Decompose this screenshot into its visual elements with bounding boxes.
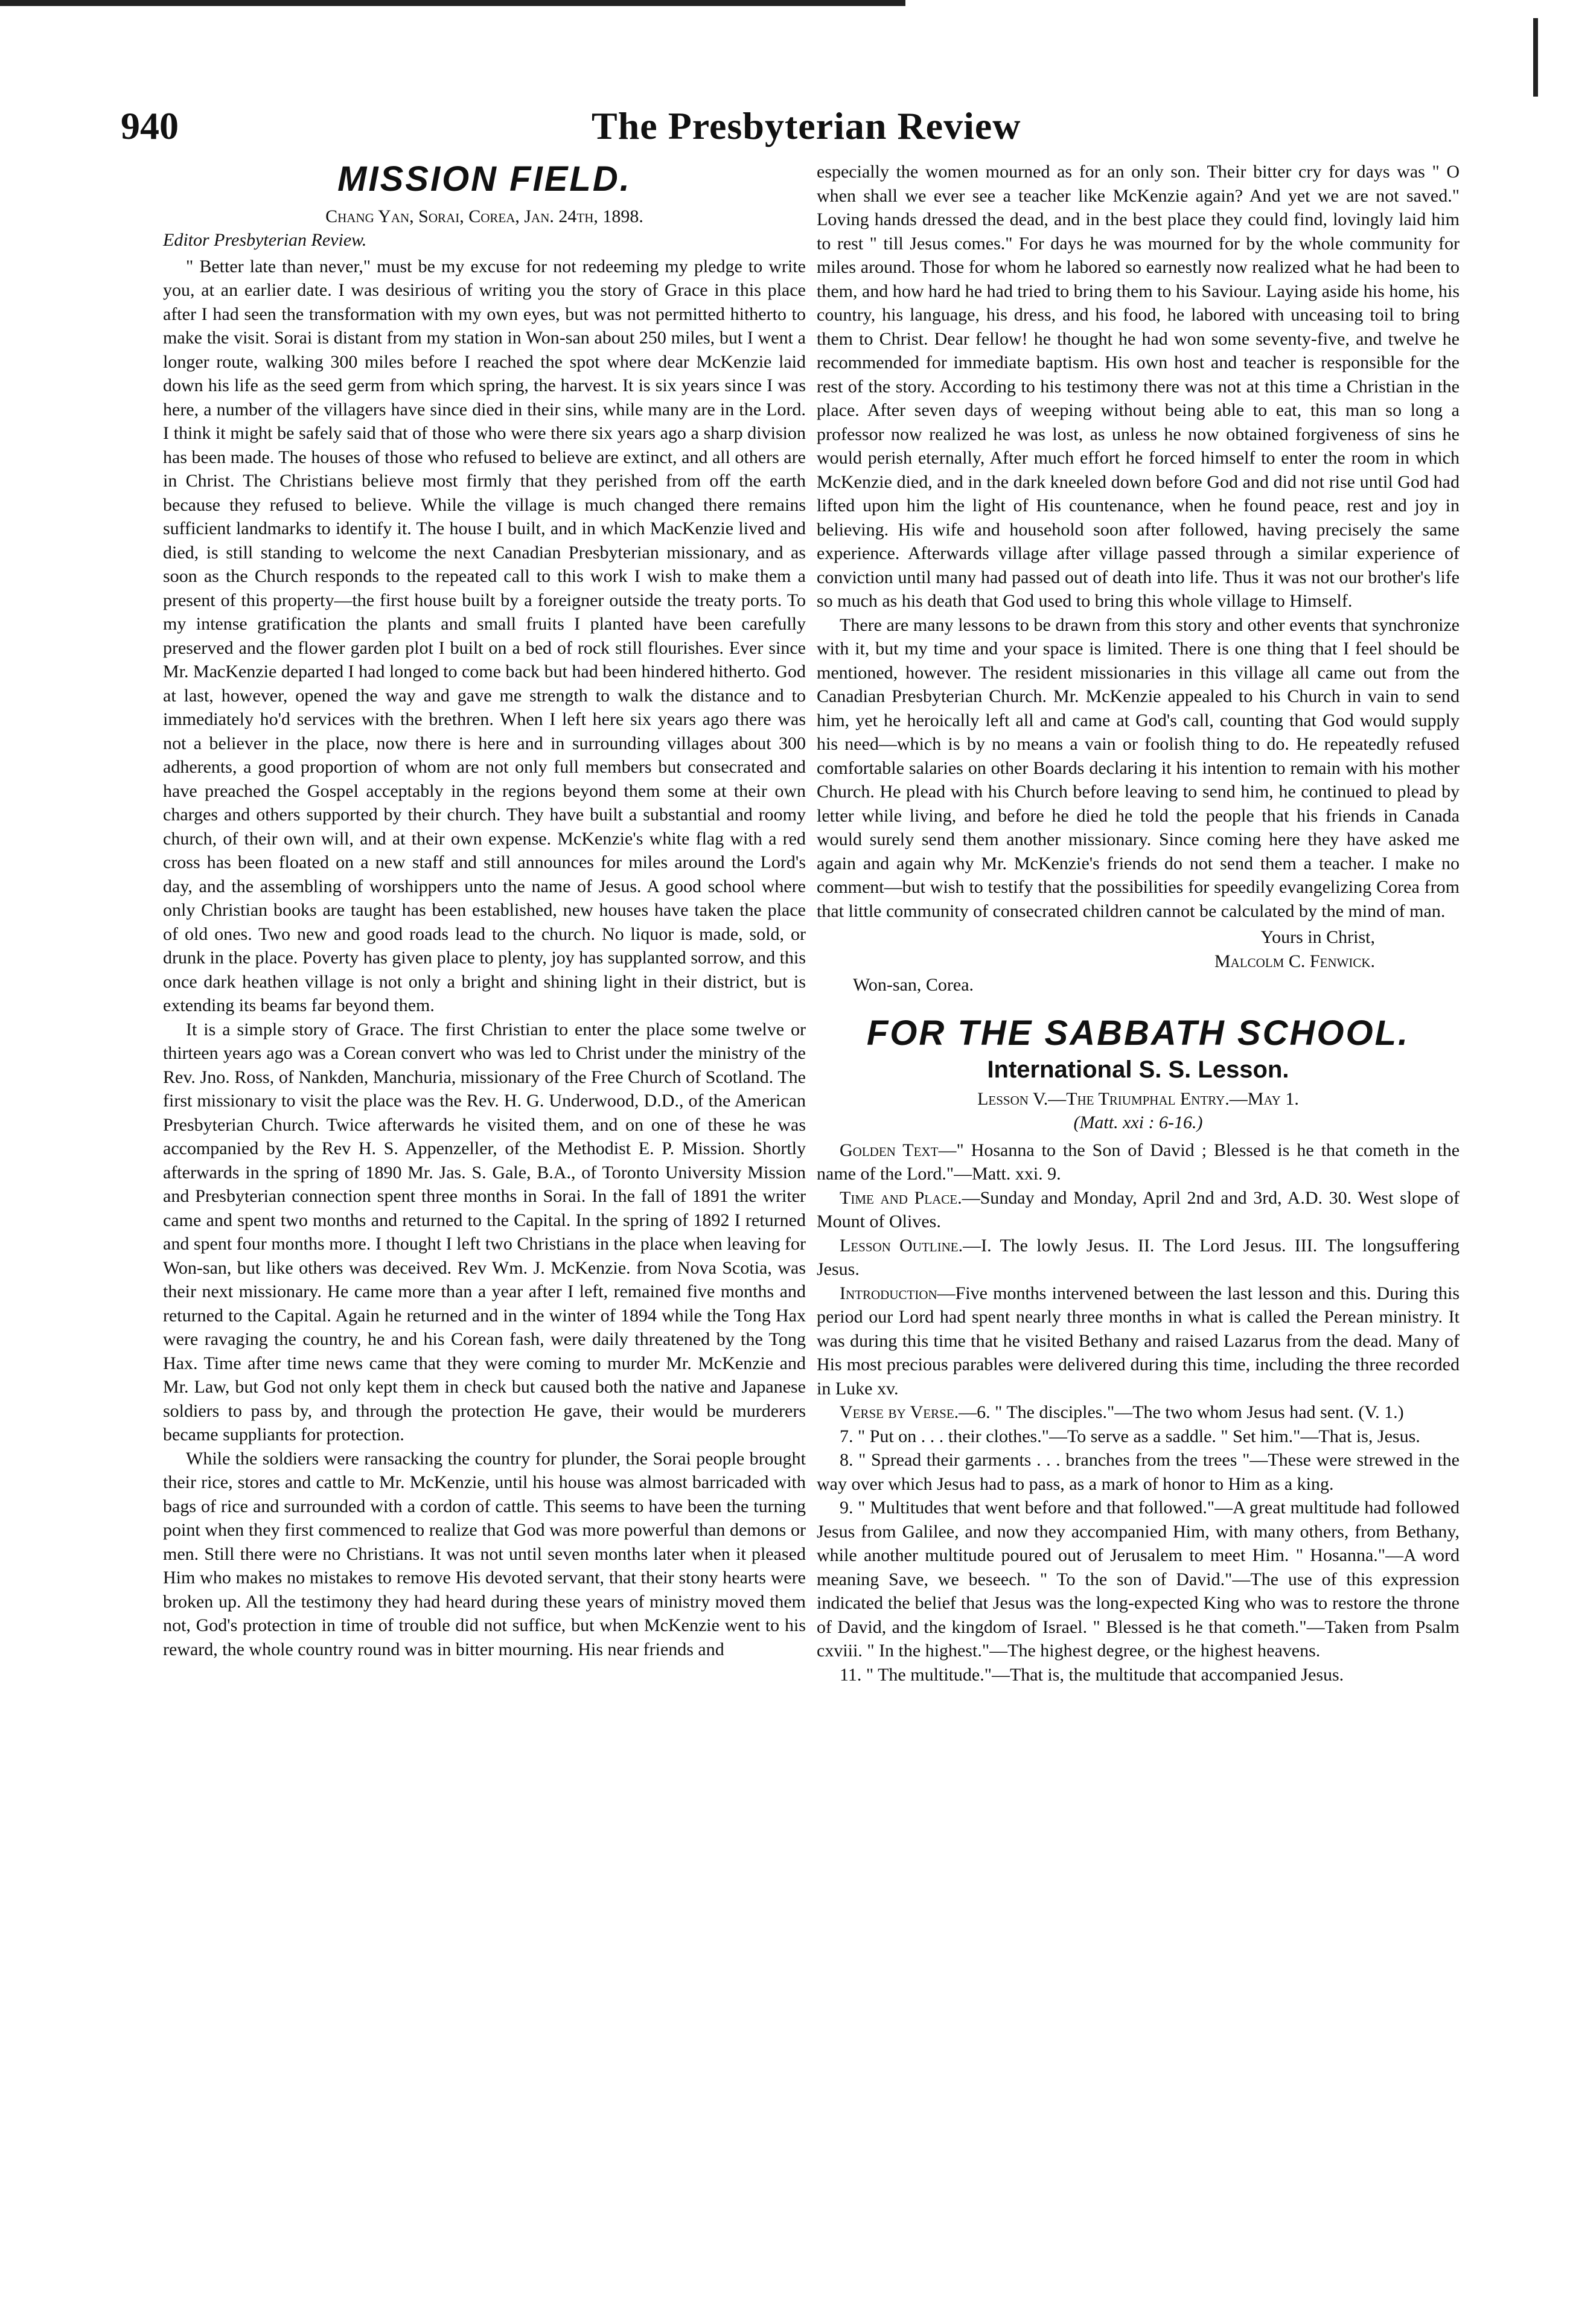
mission-field-heading: MISSION FIELD. <box>337 159 631 199</box>
lesson-entry <box>817 1234 1460 1282</box>
lesson-title: Lesson V.—The Triumphal Entry.—May 1. <box>977 1088 1299 1109</box>
lesson-entry: 8. " Spread their garments . . . branches from the trees "—These were strewed in the way over which Jesus had to pass, as a mark of honor to Him as a king. <box>817 1450 1460 1494</box>
journal-title: The Presbyterian Review <box>592 104 1021 147</box>
letter-signature: Malcolm C. Fenwick. <box>1214 951 1375 971</box>
lesson-entry <box>817 1400 1460 1425</box>
letter-paragraph: " Better late than never," must be my excuse for not redeeming my pledge to write you, at an earlier date. I was desirious of writing you the story of Grace in this place after I had seen the transformation with my own eyes, but was not permitted hitherto to make the visit. Sorai is distant from my station in Won-san about 250 miles, but I went a longer route, walking 300 miles before I reached the spot where dear McKenzie laid down his life as the seed germ from which spring, the harvest. It is six years since I was here, a number of the villagers have since died in their sins, while many are in the Lord. I think it might be safely said that of those who were there six years ago a sharp division has been made. The houses of those who refused to believe are extinct, and all others are in Christ. The Christians believe most firmly that they perished from off the earth because they refused to believe. While the village is much changed there remains sufficient landmarks to identify it. The house I built, and in which MacKenzie lived and died, is still standing to welcome the next Canadian Presbyterian missionary, and as soon as the Church responds to the repeated call to this work I wish to make them a present of this property—the first house built by a foreigner outside the treaty ports. To my intense gratification the plants and small fruits I planted have been carefully preserved and the flower garden plot I built on a bed of rock still flourishes. Ever since Mr. MacKenzie departed I had longed to come back but had been hindered hitherto. God at last, however, opened the way and gave me strength to walk the distance and to immediately ho'd services with the brethren. When I left here six years ago there was not a believer in the place, now there is here and in surrounding villages about 300 adherents, a good proportion of whom are not only full members but consecrated and have preached the Gospel acceptably in the regions beyond them some at their own charges and others supported by their church. They have built a substantial and roomy church, of their own will, and at their own expense. McKenzie's white flag with a red cross has been floated on a new staff and still announces for miles around the Lord's day, and the assembling of worshippers unto the name of Jesus. A good school where only Christian books are taught has been established, new houses have taken the place of old ones. Two new and good roads lead to the church. No liquor is made, sold, or drunk in the place. Poverty has given place to plenty, joy has supplanted sorrow, and this once dark heathen village is not only a bright and shining light in their district, but is extending its beams far beyond them. <box>163 256 806 1015</box>
entry-label: Time and Place <box>840 1187 958 1208</box>
lesson-subheading: International S. S. Lesson. <box>987 1056 1289 1083</box>
letter-paragraph: There are many lessons to be drawn from this story and other events that synchronize with it, but my time and your space is limited. There is one thing that I feel should be mentioned, however. The resident missionaries in this village all came out from the Canadian Presbyterian Church. Mr. McKenzie appealed to his Church in vain to send him, yet he heroically left all and came at God's call, counting that God would supply his need—which is by no means a vain or foolish thing to do. He repeatedly refused comfortable salaries on other Boards declaring it his intention to remain with his mother Church. He plead with his Church before leaving to send him, he continued to plead by letter while living, and before he died he told the people that his friends in Canada would surely send them another missionary. Since coming here they have asked me again and again why Mr. McKenzie's friends do not send them a teacher. I make no comment—but wish to testify that the possibilities for speedily evangelizing Corea from that little community of consecrated children cannot be calculated by the mind of man. <box>817 615 1460 921</box>
entry-label: Introduction <box>840 1283 937 1303</box>
letter-place: Won-san, Corea. <box>853 975 974 995</box>
lesson-entry <box>817 1138 1460 1186</box>
letter-salutation: Editor Presbyterian Review. <box>163 230 367 250</box>
letter-paragraph: While the soldiers were ransacking the country for plunder, the Sorai people brought their rice, stores and cattle to Mr. McKenzie, until his house was almost barricaded with bags of rice and surrounded with a cordon of cattle. This seems to have been the turning point when they first commenced to realize that God was more powerful than demons or men. Still there were no Christians. It was not until seven months later when it pleased Him who makes no mistakes to remove His devoted servant, that their stony hearts were broken up. All the testimony they had heard during these years of ministry moved them not, God's protection in time of trouble did not suffice, but when McKenzie went to his reward, the whole country round was in bitter mourning. His near friends and <box>163 1448 806 1659</box>
scan-margin-mark <box>1533 18 1538 97</box>
entry-label: Verse by Verse <box>840 1402 954 1422</box>
entry-text: —" Hosanna to the Son of David ; Blessed is he that cometh in the name of the Lord."—Matt. xxi. 9. <box>817 1140 1460 1184</box>
entry-label: Golden Text <box>840 1140 939 1160</box>
lesson-entry <box>817 1186 1460 1234</box>
entry-text: —Five months intervened between the last lesson and this. During this period our Lord had spent nearly three months in what is called the Perean ministry. It was during this time that he visited Bethany and raised Lazarus from the dead. Many of His most precious parables were delivered during this time, including the three recorded in Luke xv. <box>817 1283 1460 1399</box>
left-column <box>163 160 806 1661</box>
letter-paragraph: It is a simple story of Grace. The first Christian to enter the place some twelve or thirteen years ago was a Corean convert who was led to Christ under the ministry of the Rev. Jno. Ross, of Nankden, Manchuria, missionary of the Free Church of Scotland. The first missionary to visit the place was the Rev. H. G. Underwood, D.D., of the American Presbyterian Church. Twice afterwards he visited them, and on one of these he was accompanied by the Rev H. S. Appenzeller, of the Methodist E. P. Mission. Shortly afterwards in the spring of 1890 Mr. Jas. S. Gale, B.A., of Toronto University Mission and Presbyterian connection spent three months in Sorai. In the fall of 1891 the writer came and spent two months and returned to the Capital. In the spring of 1892 I returned and spent four months more. I thought I left two Christians in the place when leaving for Won-san, but like others was deceived. Rev Wm. J. McKenzie. from Nova Scotia, was their next missionary. He came more than a year after I left, remained five months and returned to the Capital. Again he returned and in the winter of 1894 while the Tong Hax were ravaging the country, he and his Corean fash, were daily threatened by the Tong Hax. Time after time news came that they were coming to murder Mr. McKenzie and Mr. Law, but God not only kept them in check but caused both the native and Japanese soldiers to pass by, and through the protection He gave, their would be murderers became suppliants for protection. <box>163 1019 806 1445</box>
entry-text: .—I. The lowly Jesus. II. The Lord Jesus. III. The longsuffering Jesus. <box>817 1235 1460 1279</box>
sabbath-school-heading: FOR THE SABBATH SCHOOL. <box>866 1013 1410 1053</box>
lesson-entry: 7. " Put on . . . their clothes."—To serve as a saddle. " Set him."—That is, Jesus. <box>840 1426 1420 1446</box>
scan-edge-mark <box>0 0 905 6</box>
letter-paragraph-continued: especially the women mourned as for an only son. Their bitter cry for days was " O when shall we ever see a teacher like McKenzie again? And yet we are not saved." Loving hands dressed the dead, and in the best place they could find, lovingly laid him to rest " till Jesus comes." For days he was mourned for by the whole community for miles around. Those for whom he labored so earnestly now realized what he had been to them, and how hard he had tried to bring them to his Saviour. Laying aside his home, his country, his language, his dress, and his food, he labored with unceasing toil to bring them to Christ. Dear fellow! he thought he had won some seventy-five, and twelve he recommended for immediate baptism. His own host and teacher is responsible for the rest of the story. According to his testimony there was not at this time a Christian in the place. After seven days of weeping without being able to eat, this man so long a professor now realized he was lost, as unless he now obtained forgiveness of sins he would perish eternally, After much effort he forced himself to enter the room in which McKenzie died, and in the dark kneeled down before God and did not rise until God had lifted upon him the light of His countenance, when he found peace, rest and joy in believing. His wife and household soon after followed, having precisely the same experience. Afterwards village after village passed through a similar experience of conviction until many had passed out of death into life. Thus it was not our brother's life so much as his death that God used to bring this whole village to Himself. <box>817 162 1460 611</box>
lesson-entry: 11. " The multitude."—That is, the multitude that accompanied Jesus. <box>840 1664 1344 1685</box>
right-column <box>817 160 1460 1687</box>
letter-signoff: Yours in Christ, <box>1260 927 1375 947</box>
lesson-entry <box>817 1282 1460 1401</box>
letter-dateline: Chang Yan, Sorai, Corea, Jan. 24th, 1898. <box>325 206 643 226</box>
entry-text: .—Sunday and Monday, April 2nd and 3rd, A.D. 30. West slope of Mount of Olives. <box>817 1187 1460 1231</box>
lesson-reference: (Matt. xxi : 6-16.) <box>1073 1113 1203 1132</box>
entry-label: Lesson Outline <box>840 1235 959 1256</box>
page-header <box>91 104 1418 152</box>
page-number: 940 <box>121 104 179 147</box>
lesson-entry: 9. " Multitudes that went before and that followed."—A great multitude had followed Jesus from Galilee, and now they accompanied Him, with many others, from Bethany, while another multitude poured out of Jerusalem to meet Him. " Hosanna."—A word meaning Save, we beseech. " To the son of David."—The use of this expression indicated the belief that Jesus was the long-expected King who was to restore the throne of David, and the kingdom of Israel. " Blessed is he that cometh."—Taken from Psalm cxviii. " In the highest."—The highest degree, or the highest heavens. <box>817 1498 1460 1661</box>
entry-text: .—6. " The disciples."—The two whom Jesus had sent. (V. 1.) <box>954 1402 1404 1422</box>
